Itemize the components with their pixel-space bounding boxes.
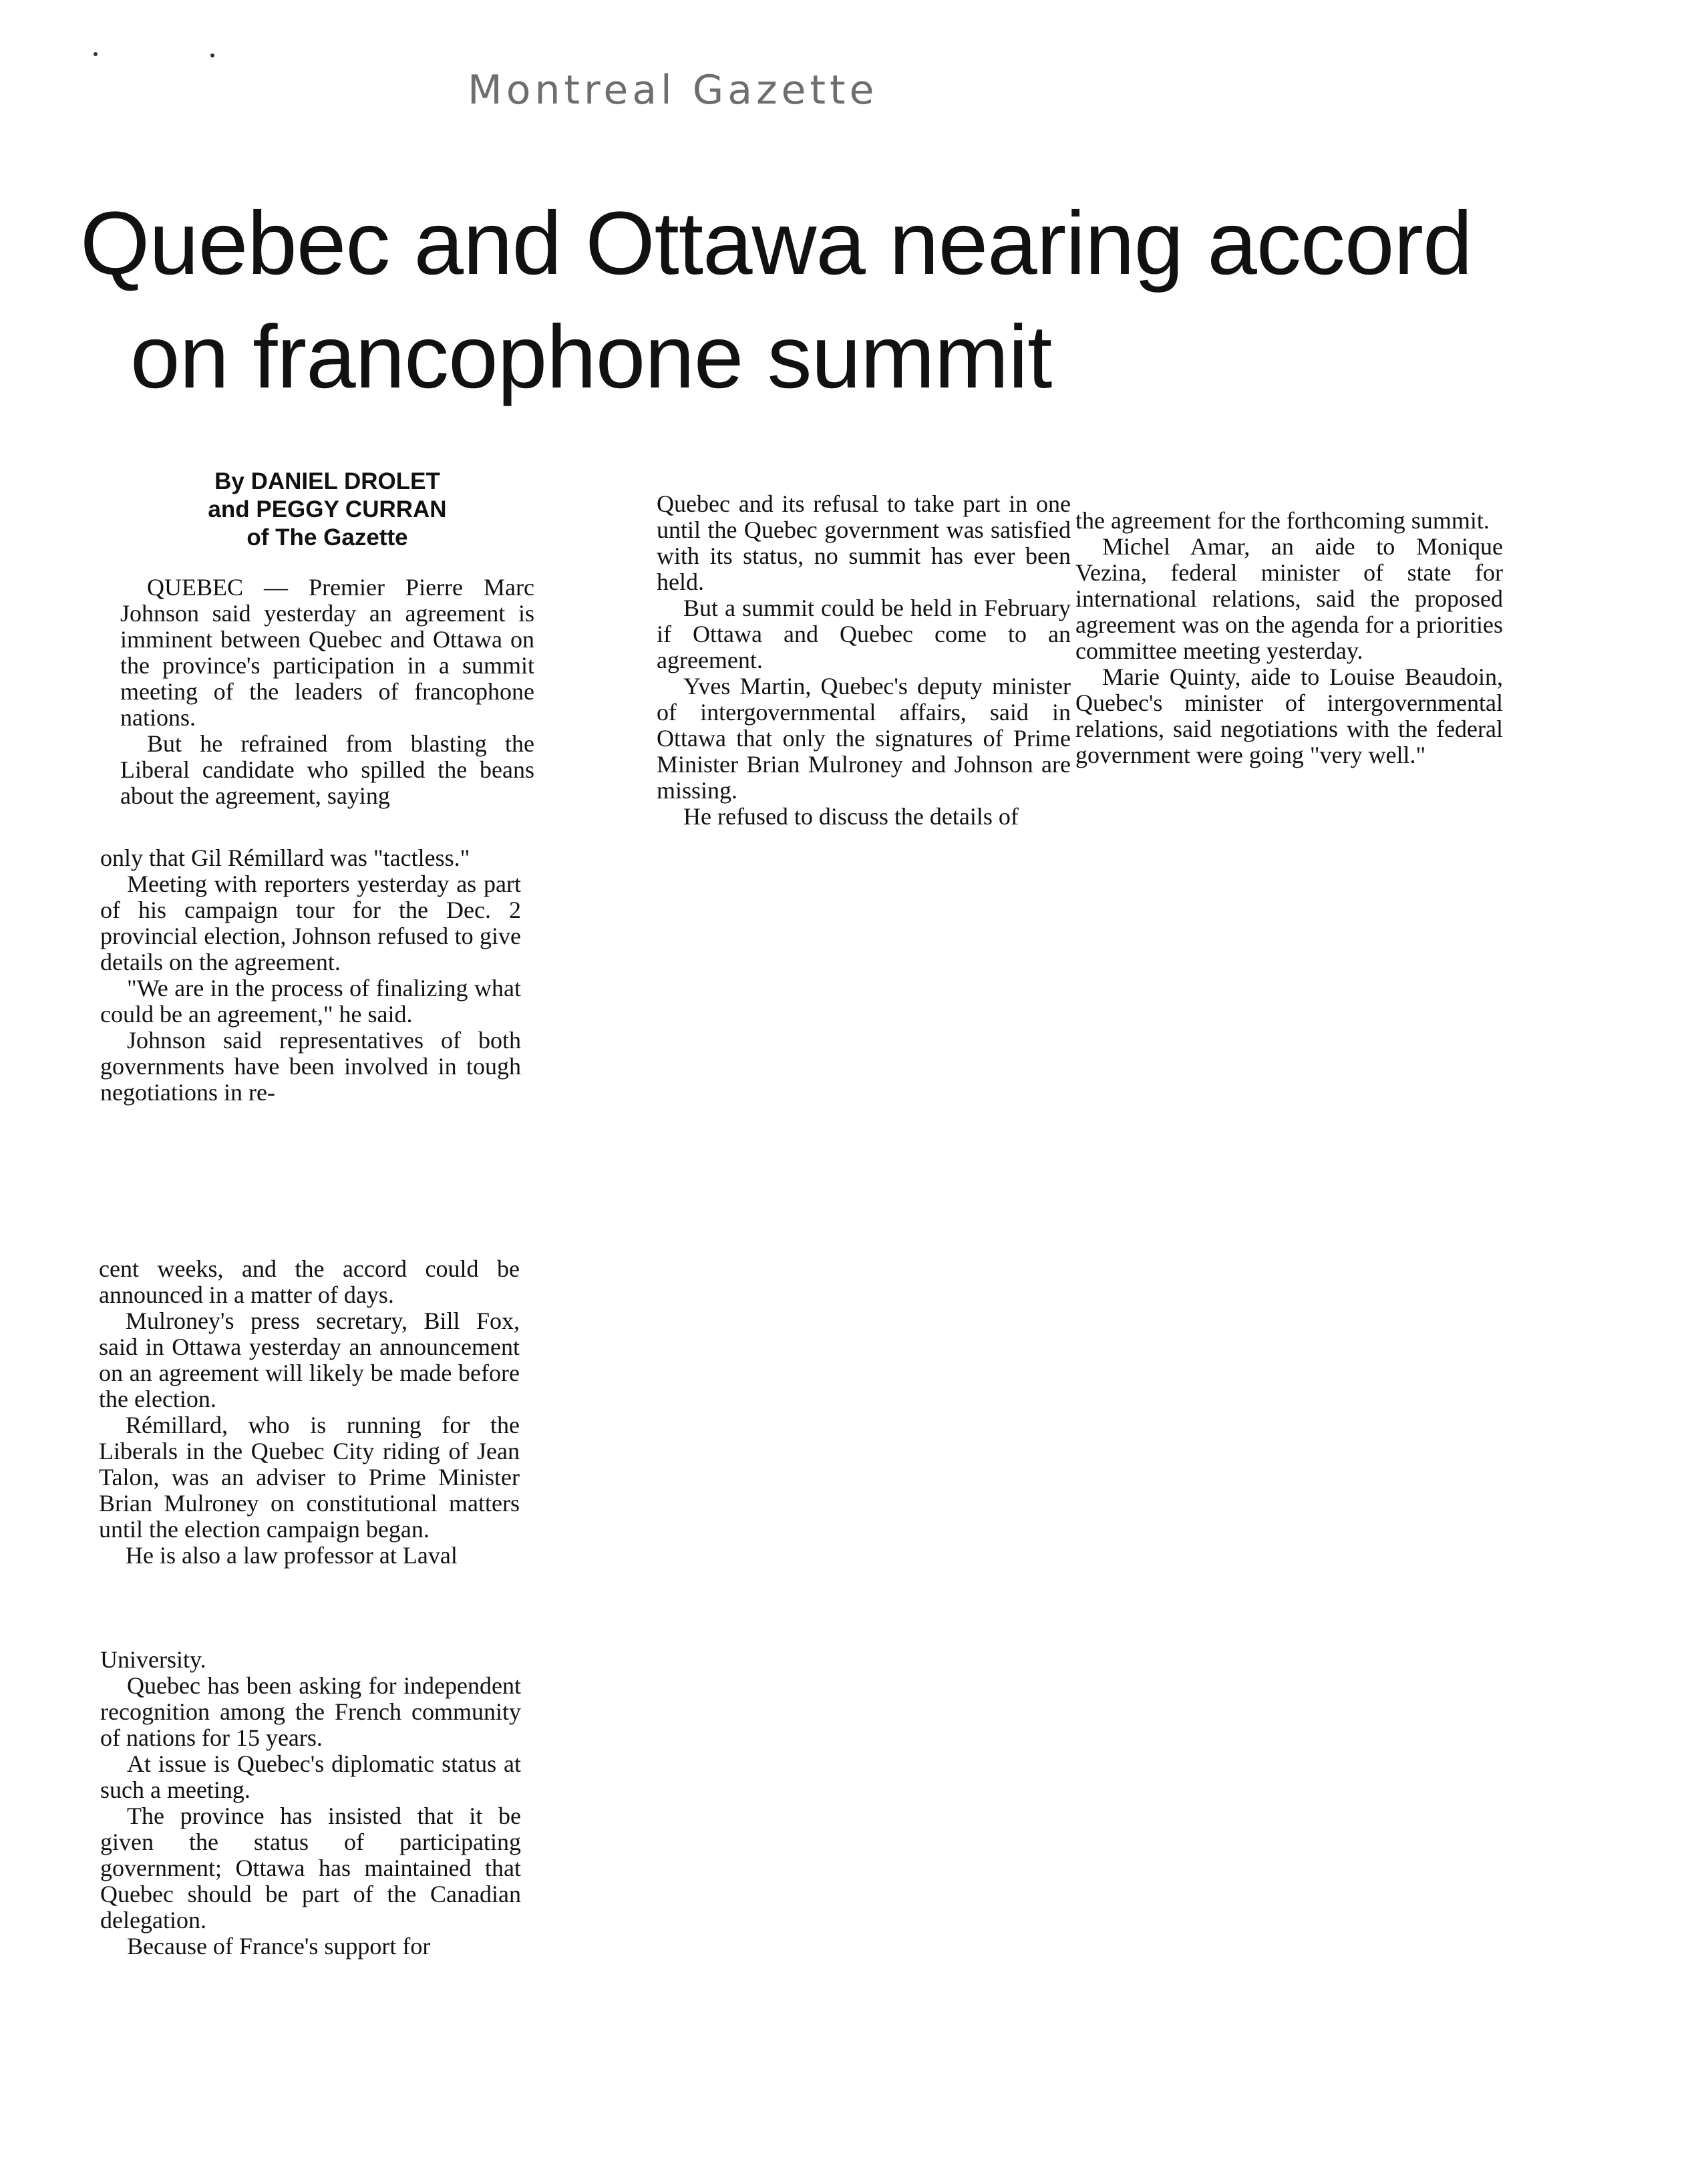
- paragraph: Because of France's support for: [127, 1933, 431, 1960]
- paragraph: Yves Martin, Quebec's deputy minister of intergovernmental affairs, said in Ottawa that only the signatures of Prime Minister Brian Mulroney and Johnson are missing.: [657, 673, 1071, 804]
- headline: [80, 187, 1657, 414]
- article-column-1-block-4: [100, 1647, 521, 1960]
- paragraph: But a summit could be held in February if Ottawa and Quebec come to an agreement.: [657, 595, 1071, 673]
- paragraph: He is also a law professor at Laval: [126, 1542, 458, 1569]
- byline-line-2: and PEGGY CURRAN: [208, 496, 447, 522]
- paragraph: Johnson said representatives of both governments have been involved in tough negotiations in re-: [100, 1027, 521, 1106]
- article-column-1-block-1: [120, 575, 534, 809]
- paragraph: the agreement for the forthcoming summit.: [1075, 507, 1490, 534]
- scan-speck: [210, 53, 214, 57]
- paragraph: Quebec has been asking for independent recognition among the French community of nations for 15 years.: [100, 1672, 521, 1751]
- byline: [110, 468, 544, 552]
- paragraph: "We are in the process of finalizing what could be an agreement," he said.: [100, 975, 521, 1028]
- paragraph: cent weeks, and the accord could be announced in a matter of days.: [99, 1255, 520, 1308]
- paragraph: Quebec and its refusal to take part in one until the Quebec government was satisfied with its status, no summit has ever been held.: [657, 490, 1071, 595]
- paragraph: But he refrained from blasting the Liberal candidate who spilled the beans about the agreement, saying: [120, 730, 534, 809]
- byline-line-1: By DANIEL DROLET: [214, 468, 440, 494]
- headline-line-1: Quebec and Ottawa nearing accord: [80, 194, 1472, 293]
- paragraph: Mulroney's press secretary, Bill Fox, said in Ottawa yesterday an announcement on an agreement will likely be made before the election.: [99, 1307, 520, 1412]
- article-column-1-block-2: [100, 845, 521, 1106]
- paragraph: Marie Quinty, aide to Louise Beaudoin, Quebec's minister of intergovernmental relations, said negotiations with the federal government were going "very well.": [1075, 663, 1503, 768]
- article-column-2: [657, 491, 1071, 830]
- paragraph: University.: [100, 1646, 206, 1673]
- article-column-3: [1075, 508, 1503, 768]
- paragraph: At issue is Quebec's diplomatic status at such a meeting.: [100, 1750, 521, 1803]
- paragraph: Rémillard, who is running for the Liberals in the Quebec City riding of Jean Talon, was an adviser to Prime Minister Brian Mulroney on constitutional matters until the election campaign began.: [99, 1412, 520, 1543]
- scan-speck: [94, 52, 98, 56]
- paragraph: QUEBEC — Premier Pierre Marc Johnson said yesterday an agreement is imminent between Quebec and Ottawa on the province's participation in a summit meeting of the leaders of francophone nations.: [120, 574, 534, 731]
- masthead-stamp: Montreal Gazette: [468, 67, 878, 114]
- headline-line-2: on francophone summit: [130, 307, 1052, 407]
- paragraph: The province has insisted that it be given the status of participating government; Ottawa has maintained that Quebec should be part of the Canadian delegation.: [100, 1803, 521, 1933]
- paragraph: He refused to discuss the details of: [683, 803, 1019, 830]
- paragraph: Michel Amar, an aide to Monique Vezina, federal minister of state for international relations, said the proposed agreement was on the agenda for a priorities committee meeting yesterday.: [1075, 533, 1503, 664]
- paragraph: Meeting with reporters yesterday as part of his campaign tour for the Dec. 2 provincial election, Johnson refused to give details on the agreement.: [100, 871, 521, 975]
- byline-line-3: of The Gazette: [246, 524, 408, 551]
- article-column-1-block-3: [99, 1256, 520, 1569]
- paragraph: only that Gil Rémillard was "tactless.": [100, 844, 470, 871]
